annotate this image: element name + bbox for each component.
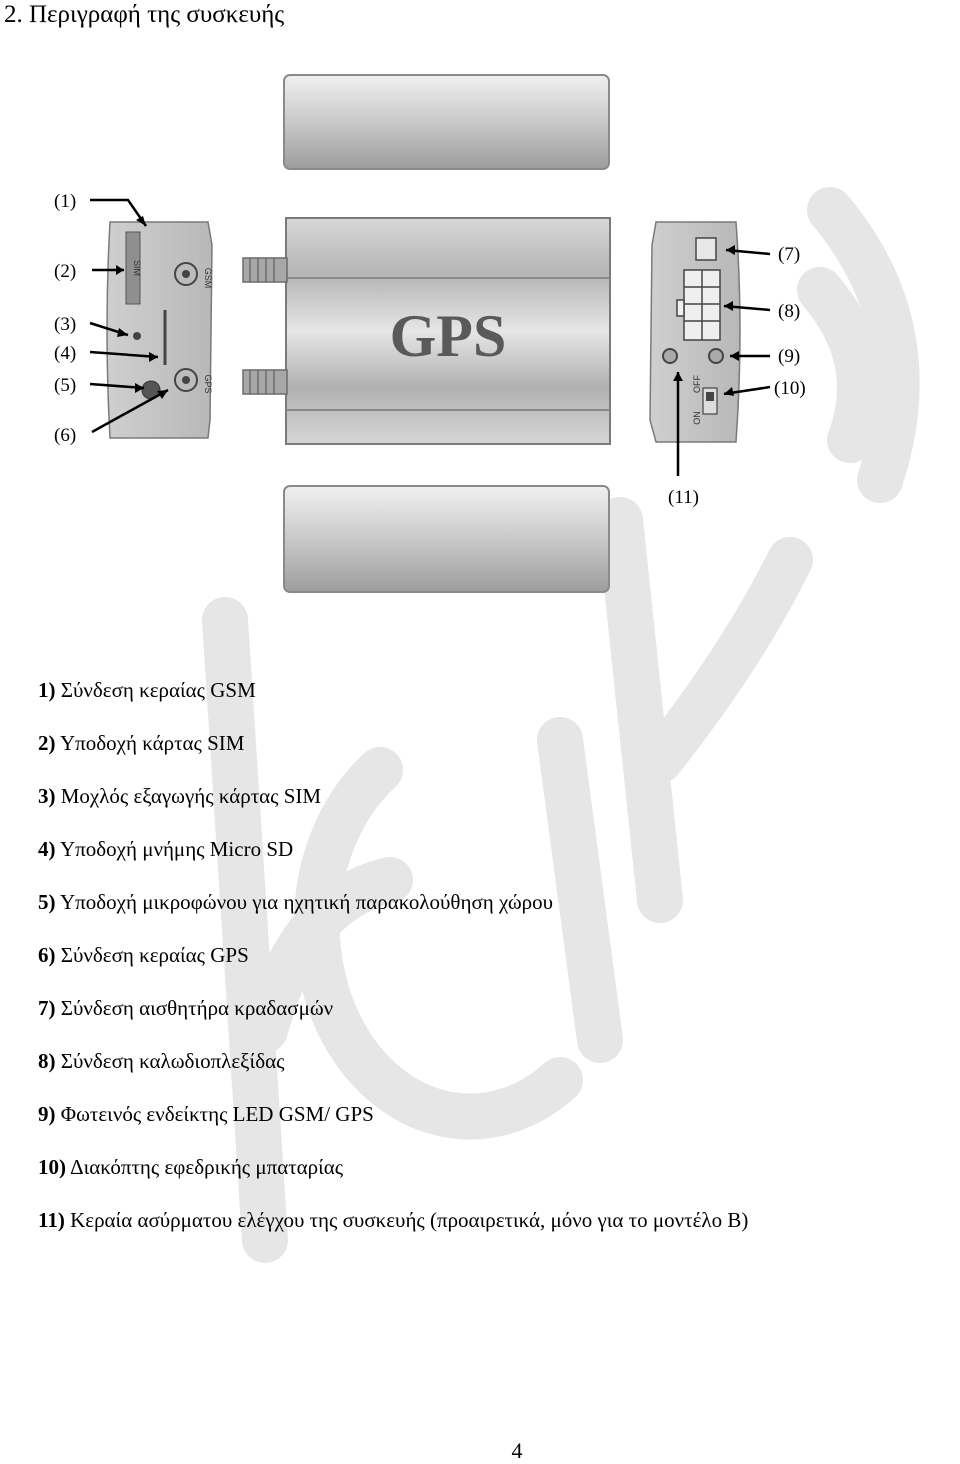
top-lid xyxy=(284,75,609,169)
list-item: 8) Σύνδεση καλωδιοπλεξίδας xyxy=(38,1049,285,1073)
list-item: 10) Διακόπτης εφεδρικής μπαταρίας xyxy=(38,1155,344,1179)
page-number: 4 xyxy=(511,1438,523,1463)
callout-1: (1) xyxy=(54,191,77,212)
callout-6: (6) xyxy=(54,425,77,446)
list-item: 9) Φωτεινός ενδείκτης LED GSM/ GPS xyxy=(38,1102,374,1126)
list-item: 7) Σύνδεση αισθητήρα κραδασμών xyxy=(38,996,334,1020)
list-item: 4) Υποδοχή μνήμης Micro SD xyxy=(38,837,294,861)
parts-list xyxy=(38,664,748,1247)
svg-text:GPS: GPS xyxy=(203,374,213,394)
list-item: 5) Υποδοχή μικροφώνου για ηχητική παρακολούθηση χώρου xyxy=(38,890,554,914)
left-panel xyxy=(107,222,212,438)
device-label: GPS xyxy=(389,303,507,369)
list-item: 11) Κεραία ασύρματου ελέγχου της συσκευής (προαιρετικά, μόνο για το μοντέλο B) xyxy=(38,1208,749,1232)
callout-9: (9) xyxy=(778,346,801,367)
callout-2: (2) xyxy=(54,261,77,282)
bottom-lid xyxy=(284,486,609,592)
list-item: 2) Υποδοχή κάρτας SIM xyxy=(38,731,245,755)
list-item: 3) Μοχλός εξαγωγής κάρτας SIM xyxy=(38,784,322,808)
device-diagram xyxy=(0,0,960,640)
svg-text:GSM: GSM xyxy=(203,267,213,289)
callout-4: (4) xyxy=(54,343,77,364)
callout-5: (5) xyxy=(54,375,77,396)
callout-8: (8) xyxy=(778,301,801,322)
gps-connector xyxy=(243,370,287,394)
list-item: 1) Σύνδεση κεραίας GSM xyxy=(38,678,256,702)
callout-11: (11) xyxy=(668,487,699,508)
callout-7: (7) xyxy=(778,244,801,265)
callout-10: (10) xyxy=(774,378,806,399)
svg-text:OFF: OFF xyxy=(692,375,702,393)
list-item: 6) Σύνδεση κεραίας GPS xyxy=(38,943,249,967)
section-heading: 2. Περιγραφή της συσκευής xyxy=(4,1,285,28)
callout-3: (3) xyxy=(54,314,77,335)
gsm-connector xyxy=(243,258,287,282)
svg-text:ON: ON xyxy=(692,411,702,425)
svg-text:SIM: SIM xyxy=(132,259,142,277)
